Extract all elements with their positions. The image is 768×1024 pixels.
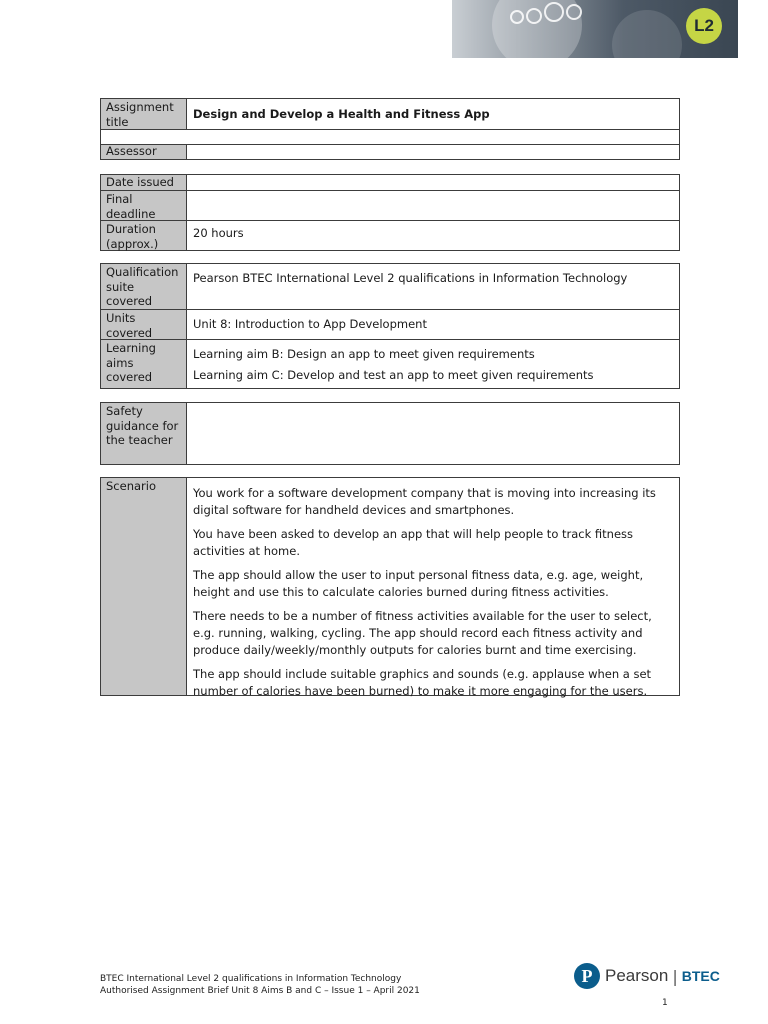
level-badge-text: L2 [694,16,714,35]
footer-line-1: BTEC International Level 2 qualifications in Information Technology [100,974,402,984]
learning-aims-label: Learning aims covered [101,340,187,388]
duration-value: 20 hours [193,226,244,240]
qualification-suite-value: Pearson BTEC International Level 2 qualifications in Information Technology [193,271,628,285]
logo-brand: BTEC [681,968,720,984]
scenario-paragraph-2: You have been asked to develop an app that will help people to track fitness activities at home. [193,527,634,558]
scenario-paragraph-5: The app should include suitable graphics and sounds (e.g. applause when a set number of calories have been burned) to make it more engaging for the users. [193,667,652,698]
date-issued-label: Date issued [101,175,187,190]
duration-label: Duration (approx.) [101,221,187,250]
scenario-table [100,477,680,696]
qualification-table [100,263,680,389]
page-number: 1 [662,998,668,1008]
scenario-paragraph-1: You work for a software development company that is moving into increasing its digital software for handheld devices and smartphones. [193,486,656,517]
learning-aims-row [101,340,679,388]
assignment-title-row [101,99,679,130]
qualification-suite-row [101,264,679,310]
final-deadline-label: Final deadline [101,191,187,220]
date-issued-row [101,175,679,191]
scenario-label: Scenario [101,478,187,695]
duration-row [101,221,679,250]
learning-aims-value [187,340,679,388]
units-label: Units covered [101,310,187,339]
learning-aim-b: Learning aim B: Design an app to meet given requirements [193,347,535,361]
scenario-paragraph-4: There needs to be a number of fitness activities available for the user to select, e.g. running, walking, cycling. The app should record each fitness activity and produce daily/weekly/monthly outputs for calories burnt and time exercising. [193,609,652,657]
date-issued-value [187,175,679,190]
scenario-text [187,478,679,698]
safety-table [100,402,680,465]
scenario-row [101,478,679,698]
qualification-suite-label: Qualification suite covered [101,264,187,309]
assignment-table [100,98,680,160]
learning-aim-c: Learning aim C: Develop and test an app to meet given requirements [193,368,594,382]
safety-value [187,403,679,464]
spacer-cell [101,130,679,144]
spacer-row [101,130,679,145]
safety-label: Safety guidance for the teacher [101,403,187,464]
level-badge [686,8,722,44]
footer-line-2: Authorised Assignment Brief Unit 8 Aims B and C – Issue 1 – April 2021 [100,986,420,996]
final-deadline-value [187,191,679,220]
assignment-title-value: Design and Develop a Health and Fitness App [193,107,490,121]
safety-row [101,403,679,464]
assignment-title-label: Assignment title [101,99,187,129]
units-value: Unit 8: Introduction to App Development [193,317,427,331]
pearson-p-icon: P [574,963,600,989]
logo-separator: | [672,966,678,986]
dates-table [100,174,680,251]
final-deadline-row [101,191,679,221]
assessor-value [187,145,679,159]
units-row [101,310,679,340]
assessor-label: Assessor [101,145,187,159]
pearson-btec-logo [574,961,720,991]
logo-name: Pearson [605,966,669,985]
footer-text [100,973,420,997]
assessor-row [101,145,679,159]
scenario-paragraph-3: The app should allow the user to input personal fitness data, e.g. age, weight, height and use this to calculate calories burned during fitness activities. [193,568,644,599]
